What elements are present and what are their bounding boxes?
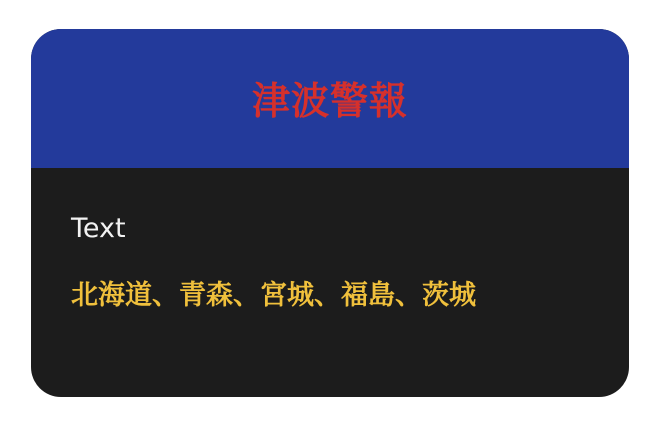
alert-title: 津波警報	[251, 79, 408, 123]
affected-regions: 北海道、青森、宮城、福島、茨城	[71, 280, 476, 311]
alert-body	[31, 168, 629, 313]
alert-header	[31, 29, 629, 168]
alert-body-text: Text	[71, 213, 126, 244]
tsunami-alert-card	[31, 29, 629, 397]
